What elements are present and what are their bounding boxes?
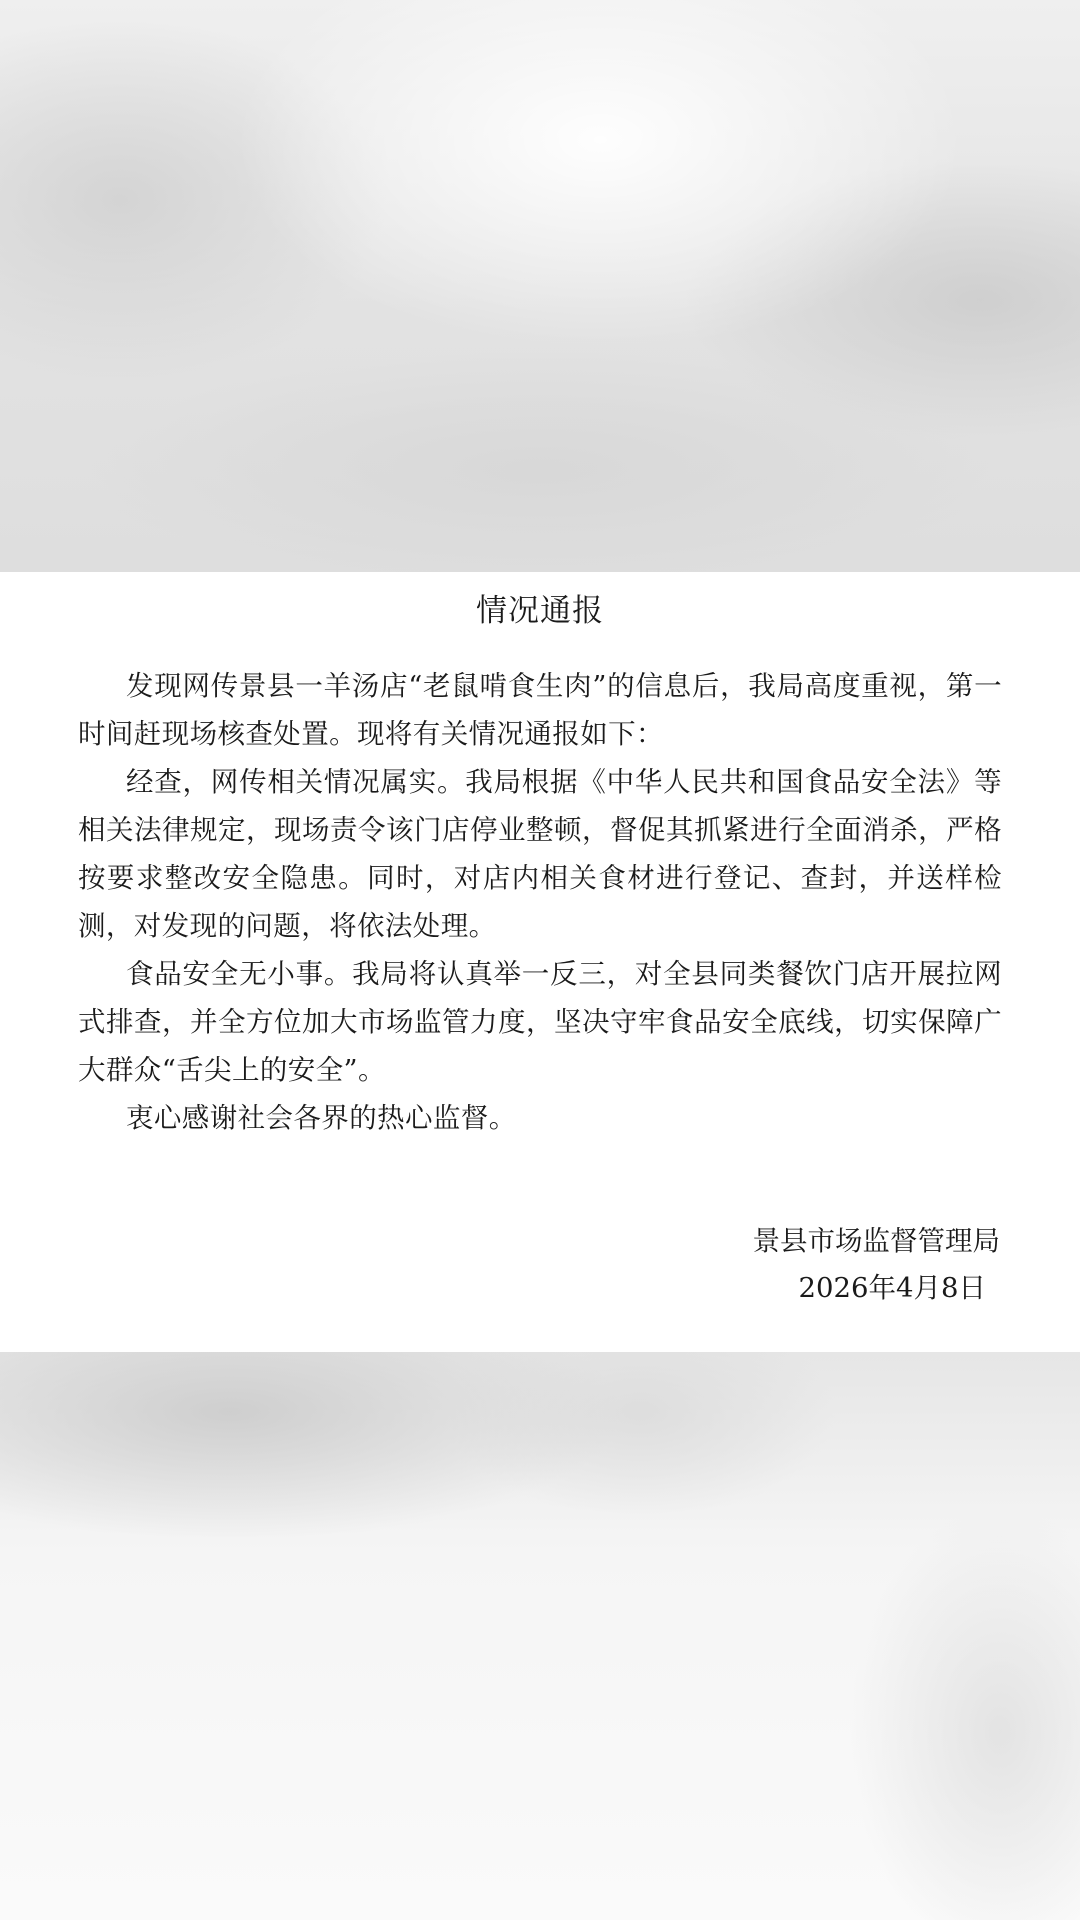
blurred-background-top — [0, 0, 1080, 572]
paragraph-thanks: 衷心感谢社会各界的热心监督。 — [126, 1102, 517, 1134]
paragraph-findings: 经查，网传相关情况属实。我局根据《中华人民共和国食品安全法》等相关法律规定，现场责令该门店停业整顿，督促其抓紧进行全面消杀，严格按要求整改安全隐患。同时，对店内相关食材进行登记、查封，并送样检测，对发现的问题，将依法处理。 — [78, 766, 1002, 942]
issuing-organization: 景县市场监督管理局 — [752, 1225, 1000, 1257]
document-title: 情况通报 — [476, 593, 604, 629]
issue-date: 2026年4月8日 — [798, 1272, 986, 1304]
blurred-background-bottom — [0, 1352, 1080, 1920]
paragraph-measures: 食品安全无小事。我局将认真举一反三，对全县同类餐饮门店开展拉网式排查，并全方位加大市场监管力度，坚决守牢食品安全底线，切实保障广大群众“舌尖上的安全”。 — [78, 958, 1002, 1086]
document-body — [78, 662, 1002, 1142]
notice-document — [0, 572, 1080, 1352]
paragraph-intro: 发现网传景县一羊汤店“老鼠啃食生肉”的信息后，我局高度重视，第一时间赶现场核查处置。现将有关情况通报如下： — [78, 670, 1002, 750]
signature-block — [753, 1218, 1001, 1312]
